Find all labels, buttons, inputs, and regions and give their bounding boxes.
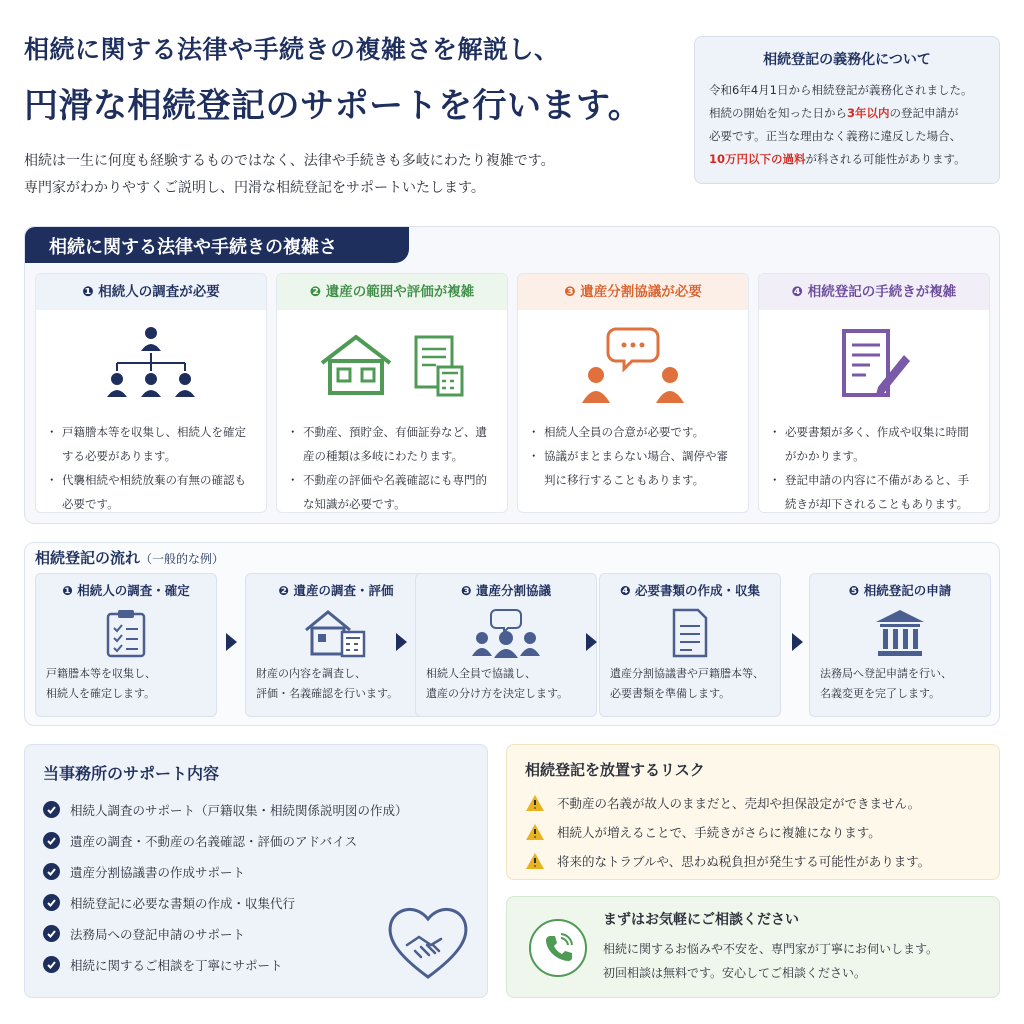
list-item xyxy=(43,856,469,887)
support-item-text: 相続登記に必要な書類の作成・収集代行 xyxy=(70,895,296,911)
flow-step-title: ❷ 遺産の調査・評価 xyxy=(278,583,394,598)
flow-step-line-1: 遺産分割協議書や戸籍謄本等、 xyxy=(610,667,764,680)
flow-step-line-1: 財産の内容を調査し、 xyxy=(256,667,366,680)
check-icon xyxy=(43,863,60,880)
flow-step-text xyxy=(608,664,772,704)
flow-arrow-icon xyxy=(226,633,237,651)
list-item xyxy=(525,788,981,817)
flow-step-line-1: 相続人全員で協議し、 xyxy=(426,667,536,680)
flow-step-line-1: 法務局へ登記申請を行い、 xyxy=(820,667,952,680)
flow-step-text xyxy=(818,664,982,704)
list-item: ・ 不動産の評価や名義確認にも専門的な知識が必要です。 xyxy=(289,468,497,513)
list-item: ・ 不動産、預貯金、有価証券など、遺産の種類は多岐にわたります。 xyxy=(289,420,497,468)
notice-line-3: 必要です。正当な理由なく義務に違反した場合、 xyxy=(709,129,962,143)
family-tree-icon xyxy=(36,310,266,420)
list-item: ・ 協議がまとまらない場合、調停や審判に移行することもあります。 xyxy=(530,444,738,492)
courthouse-icon xyxy=(818,602,982,664)
risk-list xyxy=(525,788,981,875)
flow-step-1 xyxy=(35,573,217,717)
hero-description-line-1: 相続は一生に何度も経験するものではなく、法律や手続きも多岐にわたり複雑です。 xyxy=(24,153,555,169)
consult-line-2: 初回相談は無料です。安心してご相談ください。 xyxy=(603,966,867,980)
hero xyxy=(24,30,694,127)
support-item-text: 法務局への登記申請のサポート xyxy=(70,926,246,942)
house-icon xyxy=(318,333,394,397)
flow-step-text xyxy=(254,664,418,704)
list-item xyxy=(43,794,469,825)
check-icon xyxy=(43,801,60,818)
complexity-card-title: ❸ 遺産分割協議が必要 xyxy=(518,274,748,310)
support-item-text: 相続人調査のサポート（戸籍収集・相続関係説明図の作成） xyxy=(70,802,408,818)
risk-title: 相続登記を放置するリスク xyxy=(525,761,705,779)
flow-step-line-2: 必要書類を準備します。 xyxy=(610,687,731,700)
notice-line-2-text: 相続の開始を知った日から xyxy=(709,106,847,120)
support-item-text: 相続に関するご相談を丁寧にサポート xyxy=(70,957,283,973)
notice-penalty: 10万円以下の過料 xyxy=(709,152,806,166)
flow-step-title: ❹ 必要書類の作成・収集 xyxy=(620,583,760,598)
support-item-text: 遺産分割協議書の作成サポート xyxy=(70,864,246,880)
complexity-card-title: ❹ 相続登記の手続きが複雑 xyxy=(759,274,989,310)
checklist-icon xyxy=(44,602,208,664)
check-icon xyxy=(43,925,60,942)
notice-line-2 xyxy=(709,102,985,125)
check-icon xyxy=(43,956,60,973)
warning-icon xyxy=(525,794,545,812)
estate-icons xyxy=(277,310,507,420)
risk-item-text: 不動産の名義が故人のままだと、売却や担保設定ができません。 xyxy=(557,795,921,811)
risk-item-text: 相続人が増えることで、手続きがさらに複雑になります。 xyxy=(557,824,881,840)
document-icon xyxy=(608,602,772,664)
check-icon xyxy=(43,894,60,911)
flow-section xyxy=(24,542,1000,726)
list-item: ・ 登記申請の内容に不備があると、手続きが却下されることもあります。 xyxy=(771,468,979,513)
check-icon xyxy=(43,832,60,849)
heart-handshake-icon xyxy=(385,901,471,985)
flow-step-title: ❸ 遺産分割協議 xyxy=(461,583,551,598)
flow-arrow-icon xyxy=(586,633,597,651)
list-item: ・ 必要書類が多く、作成や収集に時間がかかります。 xyxy=(771,420,979,468)
complexity-title: 相続に関する法律や手続きの複雑さ xyxy=(25,227,409,263)
complexity-card-title: ❶ 相続人の調査が必要 xyxy=(36,274,266,310)
flow-step-4 xyxy=(599,573,781,717)
list-item xyxy=(525,846,981,875)
warning-icon xyxy=(525,852,545,870)
consult-line-1: 相続に関するお悩みや不安を、専門家が丁寧にお伺いします。 xyxy=(603,942,939,956)
phone-icon xyxy=(529,919,587,977)
list-item xyxy=(43,825,469,856)
flow-step-line-2: 評価・名義確認を行います。 xyxy=(256,687,399,700)
complexity-section xyxy=(24,226,1000,524)
flow-step-title: ❺ 相続登記の申請 xyxy=(848,583,952,598)
flow-step-line-2: 遺産の分け方を決定します。 xyxy=(426,687,569,700)
flow-step-title: ❶ 相続人の調査・確定 xyxy=(62,583,190,598)
calculator-document-icon xyxy=(412,333,466,397)
group-meeting-icon xyxy=(424,602,588,664)
notice-line-4 xyxy=(709,148,985,171)
discussion-icon xyxy=(518,310,748,420)
warning-icon xyxy=(525,823,545,841)
risk-section xyxy=(506,744,1000,880)
notice-line-2-tail: の登記申請が xyxy=(889,106,959,120)
consultation-section xyxy=(506,896,1000,998)
flow-step-text xyxy=(424,664,588,704)
complexity-card-registration xyxy=(758,273,990,513)
complexity-card-list xyxy=(759,420,989,513)
hero-description-line-2: 専門家がわかりやすくご説明し、円滑な相続登記をサポートいたします。 xyxy=(24,180,485,196)
flow-step-3 xyxy=(415,573,597,717)
flow-subtitle: （一般的な例） xyxy=(140,552,225,566)
complexity-card-estate xyxy=(276,273,508,513)
notice-body xyxy=(709,79,985,171)
flow-arrow-icon xyxy=(792,633,803,651)
hero-headline-2: 円滑な相続登記のサポートを行います。 xyxy=(24,86,643,126)
notice-line-1: 令和6年4月1日から相続登記が義務化されました。 xyxy=(709,83,973,97)
support-item-text: 遺産の調査・不動産の名義確認・評価のアドバイス xyxy=(70,833,358,849)
notice-line-4-tail: が科される可能性があります。 xyxy=(805,152,966,166)
complexity-card-heirs xyxy=(35,273,267,513)
risk-item-text: 将来的なトラブルや、思わぬ税負担が発生する可能性があります。 xyxy=(557,853,931,869)
notice-deadline: 3年以内 xyxy=(847,106,890,120)
list-item: ・ 戸籍謄本等を収集し、相続人を確定する必要があります。 xyxy=(48,420,256,468)
hero-description xyxy=(24,148,684,202)
document-pen-icon xyxy=(759,310,989,420)
flow-step-line-2: 名義変更を完了します。 xyxy=(820,687,941,700)
support-title: 当事務所のサポート内容 xyxy=(43,764,220,783)
house-calculator-icon xyxy=(254,602,418,664)
notice-title: 相続登記の義務化について xyxy=(763,52,931,68)
complexity-card-list xyxy=(277,420,507,513)
list-item xyxy=(525,817,981,846)
complexity-card-title: ❷ 遺産の範囲や評価が複雑 xyxy=(277,274,507,310)
flow-step-5 xyxy=(809,573,991,717)
obligation-notice xyxy=(694,36,1000,184)
flow-step-text xyxy=(44,664,208,704)
flow-step-line-1: 戸籍謄本等を収集し、 xyxy=(46,667,156,680)
complexity-card-list xyxy=(518,420,748,492)
flow-title xyxy=(35,547,224,568)
list-item: ・ 代襲相続や相続放棄の有無の確認も必要です。 xyxy=(48,468,256,513)
support-section xyxy=(24,744,488,998)
hero-headline-1: 相続に関する法律や手続きの複雑さを解説し、 xyxy=(24,35,560,64)
consult-title: まずはお気軽にご相談ください xyxy=(603,912,799,928)
complexity-card-list xyxy=(36,420,266,513)
flow-arrow-icon xyxy=(396,633,407,651)
consult-text xyxy=(603,937,981,985)
list-item: ・ 相続人全員の合意が必要です。 xyxy=(530,420,738,444)
flow-step-line-2: 相続人を確定します。 xyxy=(46,687,156,700)
flow-title-text: 相続登記の流れ xyxy=(35,549,141,567)
complexity-card-division xyxy=(517,273,749,513)
